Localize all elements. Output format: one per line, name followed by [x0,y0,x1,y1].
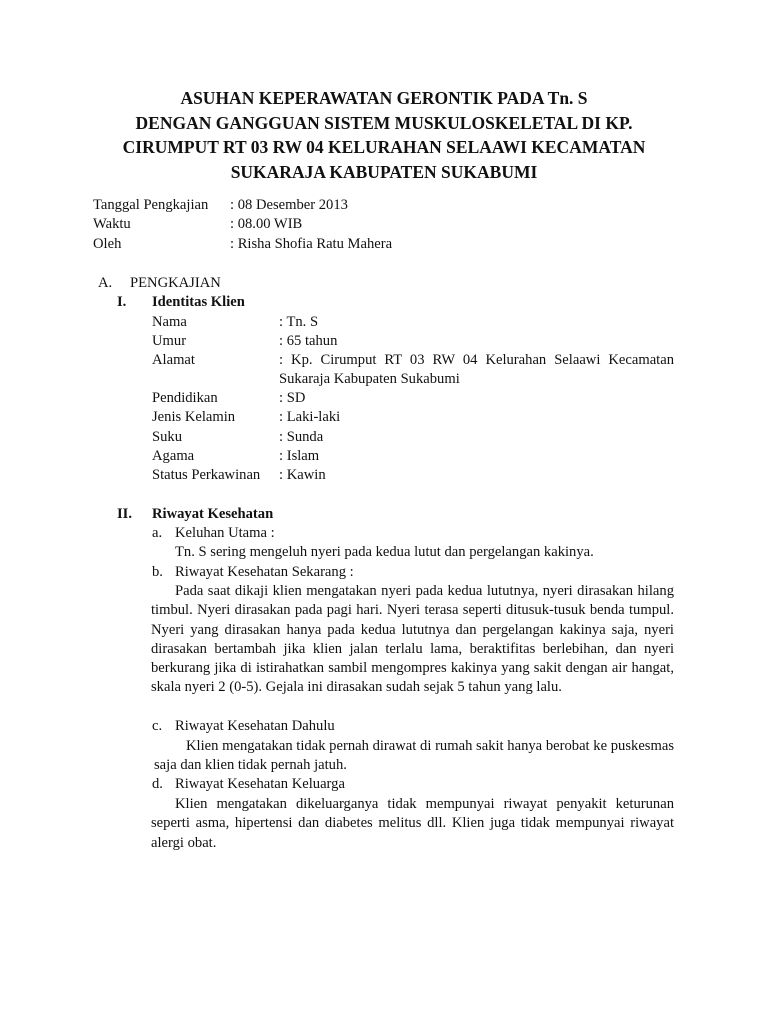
meta-label: Waktu [93,216,131,232]
identity-value: : Islam [279,448,320,464]
item-marker: a. [152,525,163,541]
identity-label: Agama [152,448,195,464]
identity-value: : Laki-laki [279,409,341,425]
meta-value: : 08 Desember 2013 [230,197,348,213]
subsection-heading: Identitas Klien [152,294,245,310]
subsection-marker: I. [117,294,127,310]
item-text: Tn. S sering mengeluh nyeri pada kedua lutut dan pergelangan kakinya. [175,544,594,560]
item-heading: Riwayat Kesehatan Sekarang : [175,564,354,580]
section-heading: PENGKAJIAN [130,275,221,291]
identity-value: : Kawin [279,467,326,483]
title-line: CIRUMPUT RT 03 RW 04 KELURAHAN SELAAWI KECAMATAN [122,137,646,157]
meta-label: Tanggal Pengkajian [93,197,209,213]
meta-label: Oleh [93,236,122,252]
meta-value: : Risha Shofia Ratu Mahera [230,236,393,252]
identity-value: : Sunda [279,429,324,445]
identity-label: Umur [152,333,187,349]
item-paragraph: Klien mengatakan tidak pernah dirawat di rumah sakit hanya berobat ke puskesmas saja dan klien tidak pernah jatuh. [154,738,674,774]
title-line: DENGAN GANGGUAN SISTEM MUSKULOSKELETAL DI KP. [135,112,633,133]
item-marker: c. [152,718,163,734]
item-marker: d. [152,776,163,792]
document-title [80,86,688,184]
title-line: SUKARAJA KABUPATEN SUKABUMI [230,161,538,182]
subsection-marker: II. [117,506,133,522]
identity-label: Status Perkawinan [152,467,261,483]
subsection-heading: Riwayat Kesehatan [152,506,274,522]
title-line: ASUHAN KEPERAWATAN GERONTIK PADA Tn. S [180,88,588,108]
item-heading: Keluhan Utama : [175,525,275,541]
identity-value-continued: Sukaraja Kabupaten Sukabumi [279,371,460,387]
item-paragraph: Pada saat dikaji klien mengatakan nyeri pada kedua lututnya, nyeri dirasakan hilang timbul. Nyeri dirasakan pada pagi hari. Nyeri terasa seperti ditusuk-tusuk benda tumpul. Nyeri yang dirasakan hanya pada kedua lututnya dan pergelangan kakinya saja, nyeri dirasakan bertambah jika klien jalan terlalu lama, beraktifitas berlebihan, dan nyeri berkurang jika di istirahatkan sambil mengompres kakinya yang sakit dengan air hangat, skala nyeri 2 (0-5). Gejala ini dirasakan sudah sejak 5 tahun yang lalu. [151,583,674,696]
item-heading: Riwayat Kesehatan Keluarga [175,776,345,792]
identity-label: Suku [152,429,183,445]
section-marker: A. [98,275,113,291]
identity-value: : SD [279,390,306,406]
item-paragraph: Klien mengatakan dikeluarganya tidak mempunyai riwayat penyakit keturunan seperti asma, hipertensi dan diabetes melitus dll. Klien juga tidak mempunyai riwayat alergi obat. [151,796,674,851]
identity-label: Pendidikan [152,390,218,406]
meta-value: : 08.00 WIB [230,216,303,232]
identity-value: : Kp. Cirumput RT 03 RW 04 Kelurahan Selaawi Kecamatan [279,352,674,368]
item-marker: b. [152,564,163,580]
identity-label: Jenis Kelamin [152,409,236,425]
identity-label: Nama [152,314,187,330]
item-heading: Riwayat Kesehatan Dahulu [175,718,335,734]
identity-label: Alamat [152,352,195,368]
identity-value: : 65 tahun [279,333,338,349]
identity-value: : Tn. S [279,314,319,330]
